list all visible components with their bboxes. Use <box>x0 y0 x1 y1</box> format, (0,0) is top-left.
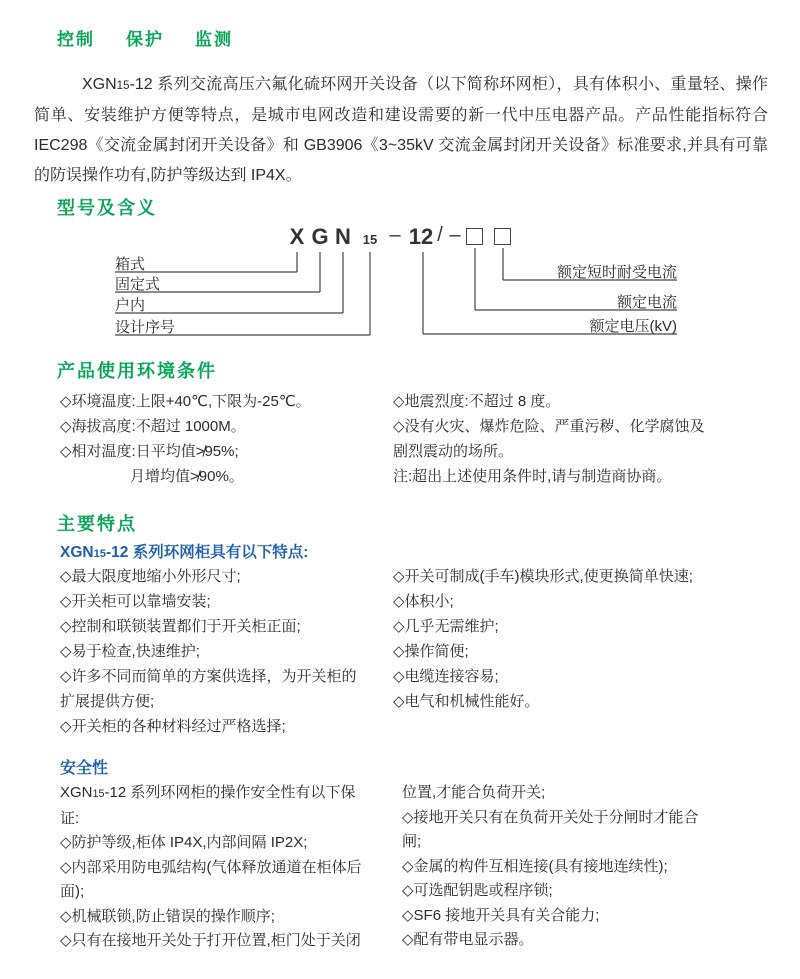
intro-model-subscript: 15 <box>116 80 130 92</box>
model-box-2 <box>494 228 511 245</box>
model-left-label-fixed-type: 固定式 <box>115 276 161 293</box>
safety-intro-subscript: 15 <box>92 788 105 800</box>
model-right-label-short-time-current: 额定短时耐受电流 <box>556 264 677 281</box>
safety-intro-prefix: XGN <box>60 784 93 801</box>
model-right-label-rated-current: 额定电流 <box>616 294 677 311</box>
env-item-altitude: ◇海拔高度:不超过 1000M。 <box>60 418 246 435</box>
model-code-slash: / <box>437 224 443 246</box>
feature-item: ◇易于检查,快速维护; <box>60 643 200 660</box>
model-code-x: X <box>289 224 305 249</box>
safety-intro-rest: -12 系列环网柜的操作安全性有以下保证: <box>60 784 356 827</box>
features-subtitle-prefix: XGN <box>60 544 94 561</box>
intro-paragraph <box>34 70 768 191</box>
header-nav <box>57 25 233 50</box>
section-heading-environment: 产品使用环境条件 <box>57 361 217 381</box>
model-code-dash2: – <box>449 224 461 246</box>
model-code-g: G <box>311 224 329 249</box>
safety-item: ◇接地开关只有在负荷开关处于分闸时才能合闸; <box>402 808 699 850</box>
features-subtitle <box>60 540 308 562</box>
env-item-humidity-monthly: 月增均值≯90%。 <box>130 468 244 485</box>
section-heading-model: 型号及含义 <box>57 198 157 218</box>
env-item-seismic: ◇地震烈度:不超过 8 度。 <box>393 393 561 410</box>
model-code-12: 12 <box>408 224 434 249</box>
safety-item: ◇机械联锁,防止错误的操作顺序; <box>60 907 275 925</box>
safety-item: ◇配有带电显示器。 <box>402 931 534 948</box>
features-list-left <box>60 564 368 739</box>
model-left-label-indoor: 户内 <box>115 297 146 314</box>
safety-intro <box>60 781 368 831</box>
feature-item: ◇电缆连接容易; <box>393 668 499 685</box>
safety-item: ◇金属的构件互相连接(具有接地连续性); <box>402 857 668 875</box>
feature-item: ◇操作简便; <box>393 643 469 660</box>
feature-item: ◇电气和机械性能好。 <box>393 693 540 710</box>
safety-item: ◇可选配钥匙或程序锁; <box>402 882 553 899</box>
safety-list-right <box>402 781 712 953</box>
model-left-label-box-type: 箱式 <box>115 256 146 273</box>
safety-item: ◇只有在接地开关处于打开位置,柜门处于关闭 <box>60 932 361 949</box>
env-item-temperature: ◇环境温度:上限+40℃,下限为-25℃。 <box>60 393 311 410</box>
feature-item: ◇体积小; <box>393 593 454 610</box>
env-list-left <box>60 389 390 489</box>
safety-item: ◇内部采用防电弧结构(气体释放通道在柜体后面); <box>60 858 362 900</box>
model-code-n: N <box>335 224 351 249</box>
features-subtitle-subscript: 15 <box>93 548 107 560</box>
section-heading-features: 主要特点 <box>57 514 137 534</box>
feature-item: ◇开关柜可以靠墙安装; <box>60 593 211 610</box>
env-item-humidity: ◇相对温度:日平均值≯95%; <box>60 443 239 460</box>
model-diagram <box>110 220 690 350</box>
section-heading-safety: 安全性 <box>60 760 109 777</box>
safety-list-left <box>60 781 368 954</box>
safety-item: ◇SF6 接地开关具有关合能力; <box>402 906 600 924</box>
model-right-label-rated-voltage: 额定电压(kV) <box>589 318 677 335</box>
features-list-right <box>393 564 693 714</box>
model-code-15: 15 <box>362 232 378 247</box>
features-subtitle-rest: -12 系列环网柜具有以下特点: <box>106 544 309 561</box>
env-item-note: 注:超出上述使用条件时,请与制造商协商。 <box>393 468 672 485</box>
safety-item: 位置,才能合负荷开关; <box>402 784 546 801</box>
model-code-dash1: – <box>389 224 401 246</box>
model-box-1 <box>466 228 483 245</box>
env-list-right <box>393 389 711 489</box>
model-left-label-design-no: 设计序号 <box>115 319 176 336</box>
intro-model-prefix: XGN <box>82 76 117 93</box>
feature-item: ◇几乎无需维护; <box>393 618 499 635</box>
nav-item-control: 控制 <box>57 30 95 49</box>
nav-item-monitoring: 监测 <box>195 30 233 49</box>
env-item-no-hazard: ◇没有火灾、爆炸危险、严重污秽、化学腐蚀及剧烈震动的场所。 <box>393 418 705 460</box>
feature-item: ◇最大限度地缩小外形尺寸; <box>60 568 241 585</box>
feature-item: ◇控制和联锁装置都们于开关柜正面; <box>60 618 301 635</box>
intro-text: -12 系列交流高压六氟化硫环网开关设备（以下简称环网柜），具有体积小、重量轻、操作简单、安装维护方便等特点，是城市电网改造和建设需要的新一代中压电器产品。产品性能指标符合 IEC298《交流金属封闭开关设备》和 GB3906《3~35kV 交流金属封闭开关设备》标准要求,并具有可靠的防误操作功有,防护等级达到 IP4X。 <box>34 76 768 184</box>
feature-item: ◇开关可制成(手车)模块形式,使更换简单快速; <box>393 568 693 585</box>
nav-item-protection: 保护 <box>126 30 164 49</box>
feature-item: ◇许多不同而简单的方案供选择，为开关柜的扩展提供方便; <box>60 668 357 710</box>
safety-item: ◇防护等级,柜体 IP4X,内部间隔 IP2X; <box>60 834 308 851</box>
feature-item: ◇开关柜的各种材料经过严格选择; <box>60 718 286 735</box>
